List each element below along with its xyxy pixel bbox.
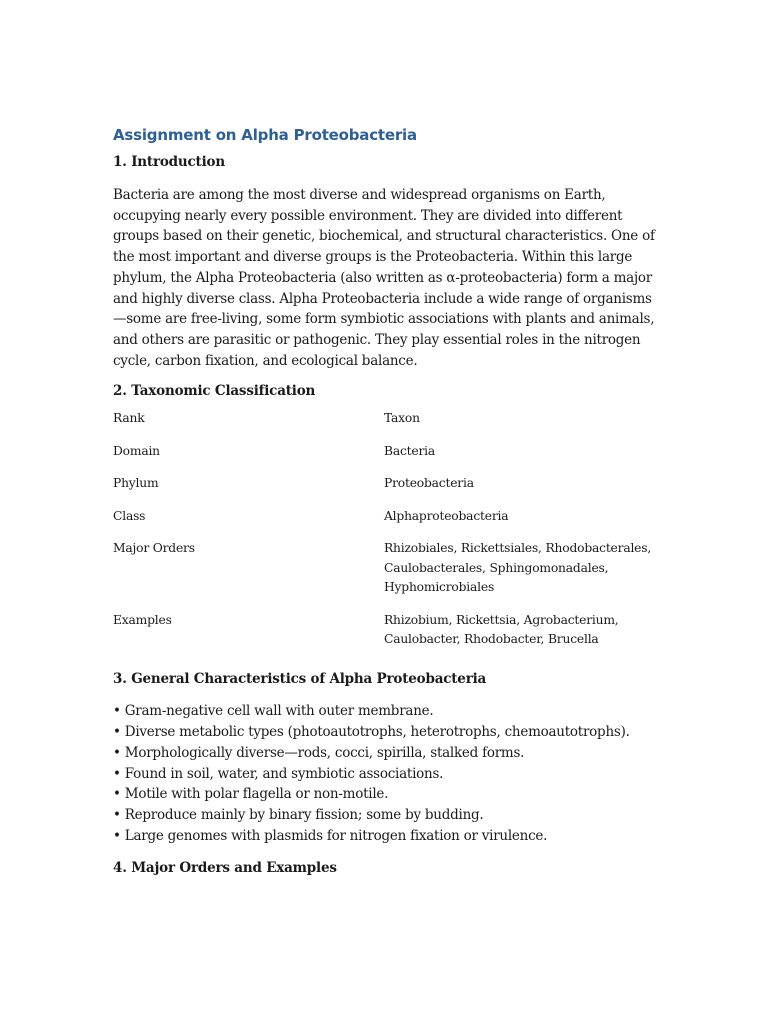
section-heading-introduction: 1. Introduction — [113, 154, 225, 170]
introduction-paragraph: Bacteria are among the most diverse and widespread organisms on Earth, occupying nearly every possible environment. They are divided into different groups based on their genetic, biochemical, and structural characteristics. One of the most important and diverse groups is the Proteobacteria. Within this large phylum, the Alpha Proteobacteria (also written as α-proteobacteria) form a major and highly diverse class. Alpha Proteobacteria include a wide range of organisms—some are free-living, some form symbiotic associations with plants and animals, and others are parasitic or pathogenic. They play essential roles in the nitrogen cycle, carbon fixation, and ecological balance. — [113, 187, 655, 369]
table-row — [113, 409, 658, 442]
section-heading-orders: 4. Major Orders and Examples — [113, 860, 337, 877]
table-cell-rank: Rank — [113, 411, 145, 426]
table-row — [113, 611, 658, 663]
list-item: • Diverse metabolic types (photoautotrophs, heterotrophs, chemoautotrophs). — [113, 722, 658, 743]
table-cell-taxon: Alphaproteobacteria — [384, 508, 509, 523]
table-cell-rank: Examples — [113, 612, 172, 627]
list-item: • Motile with polar flagella or non-motile. — [113, 784, 658, 805]
list-item: • Large genomes with plasmids for nitrogen fixation or virulence. — [113, 826, 658, 847]
table-cell-taxon: Taxon — [384, 411, 420, 426]
table-cell-taxon: Rhizobium, Rickettsia, Agrobacterium, Caulobacter, Rhodobacter, Brucella — [384, 612, 619, 647]
list-item: • Gram-negative cell wall with outer membrane. — [113, 701, 658, 722]
list-item: • Reproduce mainly by binary fission; some by budding. — [113, 805, 658, 826]
taxonomy-table — [113, 409, 658, 663]
table-cell-rank: Phylum — [113, 476, 159, 491]
table-cell-taxon: Proteobacteria — [384, 476, 474, 491]
table-row — [113, 474, 658, 507]
table-row — [113, 539, 658, 611]
table-cell-taxon: Bacteria — [384, 443, 436, 458]
table-cell-taxon: Rhizobiales, Rickettsiales, Rhodobacterales, Caulobacterales, Sphingomonadales, Hyphomicrobiales — [384, 541, 652, 595]
document-page — [113, 124, 658, 878]
section-heading-characteristics: 3. General Characteristics of Alpha Proteobacteria — [113, 670, 487, 687]
table-row — [113, 442, 658, 475]
table-cell-rank: Major Orders — [113, 541, 195, 556]
table-cell-rank: Domain — [113, 443, 160, 458]
list-item: • Found in soil, water, and symbiotic associations. — [113, 764, 658, 785]
characteristics-list — [113, 701, 658, 847]
table-cell-rank: Class — [113, 508, 146, 523]
table-row — [113, 507, 658, 540]
list-item: • Morphologically diverse—rods, cocci, spirilla, stalked forms. — [113, 743, 658, 764]
document-title: Assignment on Alpha Proteobacteria — [113, 126, 417, 144]
section-heading-taxonomy: 2. Taxonomic Classification — [113, 383, 316, 400]
